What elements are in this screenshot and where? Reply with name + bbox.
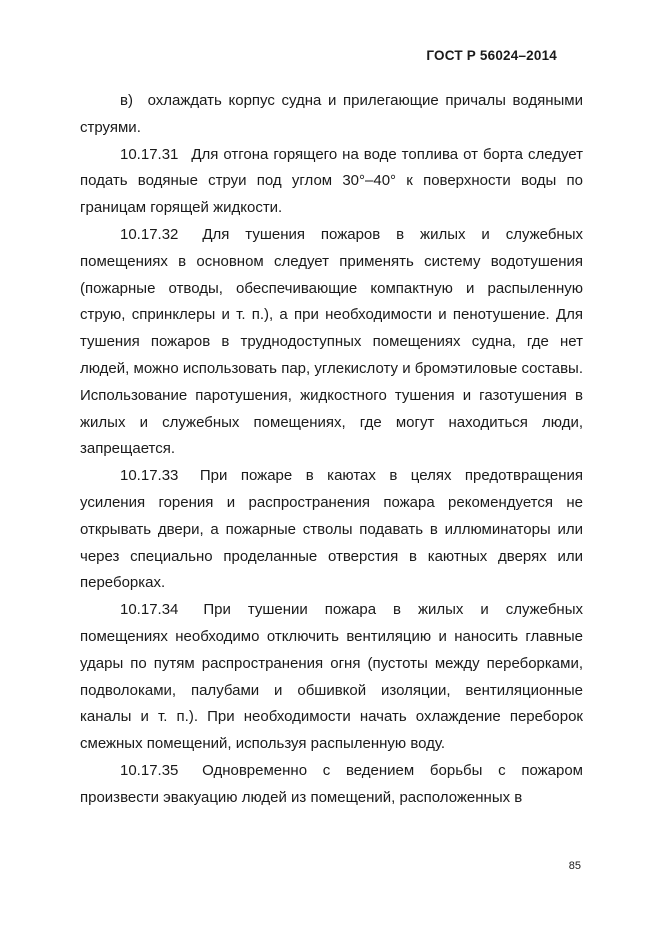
paragraph-number: 10.17.34 <box>120 601 179 619</box>
paragraph-number: 10.17.32 <box>120 225 179 243</box>
paragraph-10-17-35 <box>80 758 583 812</box>
document-body <box>80 88 583 812</box>
paragraph-text: охлаждать корпус судна и прилегающие причалы водяными струями. <box>80 92 583 136</box>
paragraph-number: в) <box>120 92 133 109</box>
paragraph-text: Для отгона горящего на воде топлива от борта следует подать водяные струи под углом 30°–40° к поверхности воды по границам горящей жидкости. <box>80 145 584 217</box>
standard-code-header: ГОСТ Р 56024–2014 <box>426 48 557 63</box>
paragraph-text: Одновременно с ведением борьбы с пожаром произвести эвакуацию людей из помещений, расположенных в <box>80 761 583 806</box>
paragraph-10-17-31 <box>80 142 583 222</box>
paragraph-number: 10.17.33 <box>120 467 179 485</box>
paragraph-v <box>80 88 583 142</box>
page-number: 85 <box>568 860 581 872</box>
paragraph-10-17-32 <box>80 222 583 463</box>
paragraph-10-17-34 <box>80 597 583 758</box>
paragraph-text: При пожаре в каютах в целях предотвращения усиления горения и распространения пожара рекомендуется не открывать двери, а пожарные стволы подавать в иллюминаторы или через специально проделанные отверстия в каютных дверях или переборках. <box>80 467 584 592</box>
paragraph-text: Для тушения пожаров в жилых и служебных помещениях в основном следует применять систему водотушения (пожарные отводы, обеспечивающие компактную и распыленную струю, спринклеры и т. п.), а при необходимости и пенотушение. Для тушения пожаров в труднодоступных помещениях судна, где нет людей, можно использовать пар, углекислоту и бромэтиловые составы. Использование паротушения, жидкостного тушения и газотушения в жилых и служебных помещениях, где могут находиться люди, запрещается. <box>80 225 583 458</box>
paragraph-text: При тушении пожара в жилых и служебных помещениях необходимо отключить вентиляцию и наносить главные удары по путям распространения огня (пустоты между переборками, подволоками, палубами и обшивкой изоляции, вентиляционные каналы и т. п.). При необходимости начать охлаждение переборок смежных помещений, используя распыленную воду. <box>80 601 584 753</box>
paragraph-number: 10.17.31 <box>120 145 179 163</box>
paragraph-number: 10.17.35 <box>120 761 179 779</box>
paragraph-10-17-33 <box>80 463 583 597</box>
